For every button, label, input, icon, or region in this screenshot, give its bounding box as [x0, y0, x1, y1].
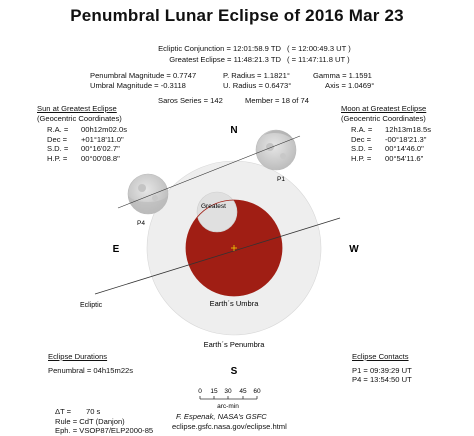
sun-dec-key: Dec = — [47, 134, 68, 144]
delta-t-value: 70 s — [86, 407, 101, 416]
greatest-label: Greatest — [201, 203, 226, 210]
north-label: N — [230, 125, 238, 136]
credit-url[interactable]: eclipse.gsfc.nasa.gov/eclipse.html — [172, 422, 287, 431]
moon-hp-key: H.P. = — [351, 153, 372, 163]
moon-greatest — [197, 192, 237, 232]
page-title: Penumbral Lunar Eclipse of 2016 Mar 23 — [70, 6, 404, 25]
west-label: W — [349, 244, 359, 255]
moon-sd-key: S.D. = — [351, 144, 373, 154]
moon-dec-value: -00°18'21.3" — [385, 134, 427, 144]
moon-hp-value: 00°54'11.6" — [385, 153, 424, 163]
axis-value: Axis = 1.0469° — [325, 81, 375, 90]
durations-heading: Eclipse Durations — [48, 352, 108, 361]
ephemeris-text: Eph. = VSOP87/ELP2000-85 — [55, 426, 154, 435]
penumbral-duration: Penumbral = 04h15m22s — [48, 365, 134, 375]
umbra-radius: U. Radius = 0.6473° — [223, 81, 292, 90]
p4-label: P4 — [137, 220, 145, 227]
moon-heading: Moon at Greatest Eclipse — [341, 104, 427, 113]
moon-ra-value: 12h13m18.5s — [385, 125, 432, 135]
contacts-heading: Eclipse Contacts — [352, 352, 409, 361]
contacts-block — [352, 352, 412, 385]
ecliptic-conjunction-ut: ( = 12:00:49.3 UT ) — [287, 44, 351, 53]
sun-dec-value: +01°18'11.0" — [81, 134, 124, 144]
saros-series: Saros Series = 142 — [158, 96, 223, 105]
moon-ra-key: R.A. = — [351, 125, 373, 135]
scale-tick-label: 30 — [224, 388, 232, 395]
credit-text: F. Espenak, NASA's GSFC — [176, 412, 267, 421]
sun-subheading: (Geocentric Coordinates) — [37, 113, 122, 123]
contact-p4: P4 = 13:54:50 UT — [352, 375, 412, 385]
sun-ra-value: 00h12m02.0s — [81, 125, 128, 135]
sun-sd-key: S.D. = — [47, 144, 69, 154]
penumbral-magnitude: Penumbral Magnitude = 0.7747 — [90, 71, 197, 80]
sun-heading: Sun at Greatest Eclipse — [37, 104, 117, 113]
umbral-magnitude: Umbral Magnitude = -0.3118 — [90, 81, 186, 90]
scale-unit: arc-min — [217, 403, 239, 410]
penumbra-radius: P. Radius = 1.1821° — [223, 71, 290, 80]
penumbra-label: Earth´s Penumbra — [203, 340, 265, 349]
rule-text: Rule = CdT (Danjon) — [55, 417, 125, 426]
ecliptic-label: Ecliptic — [80, 302, 103, 309]
scale-tick-label: 45 — [239, 388, 247, 395]
moon-sd-value: 00°14'46.0" — [385, 144, 424, 154]
p1-label: P1 — [277, 176, 285, 183]
saros-member: Member = 18 of 74 — [245, 96, 309, 105]
sun-ra-key: R.A. = — [47, 125, 69, 135]
umbra-label: Earth´s Umbra — [209, 299, 259, 308]
moon-p1 — [256, 130, 296, 170]
scale-tick-label: 15 — [210, 388, 218, 395]
contact-p1: P1 = 09:39:29 UT — [352, 365, 412, 375]
scale-tick-label: 60 — [253, 388, 261, 395]
ecliptic-conjunction: Ecliptic Conjunction = 12:01:58.9 TD — [158, 44, 281, 53]
scale-bar — [198, 388, 261, 410]
sun-hp-key: H.P. = — [47, 153, 68, 163]
east-label: E — [112, 244, 120, 255]
south-label: S — [230, 366, 238, 377]
moon-p4 — [128, 174, 168, 214]
greatest-eclipse-ut: ( = 11:47:11.8 UT ) — [287, 55, 350, 64]
scale-tick-label: 0 — [198, 388, 202, 395]
moon-subheading: (Geocentric Coordinates) — [341, 113, 426, 123]
delta-t-label: ΔT = — [55, 407, 72, 416]
sun-sd-value: 00°16'02.7" — [81, 144, 120, 154]
moon-dec-key: Dec = — [351, 134, 372, 144]
gamma-value: Gamma = 1.1591 — [313, 71, 372, 80]
sun-hp-value: 00°00'08.8" — [81, 153, 120, 163]
greatest-eclipse: Greatest Eclipse = 11:48:21.3 TD — [169, 55, 281, 64]
durations-block — [48, 352, 133, 375]
